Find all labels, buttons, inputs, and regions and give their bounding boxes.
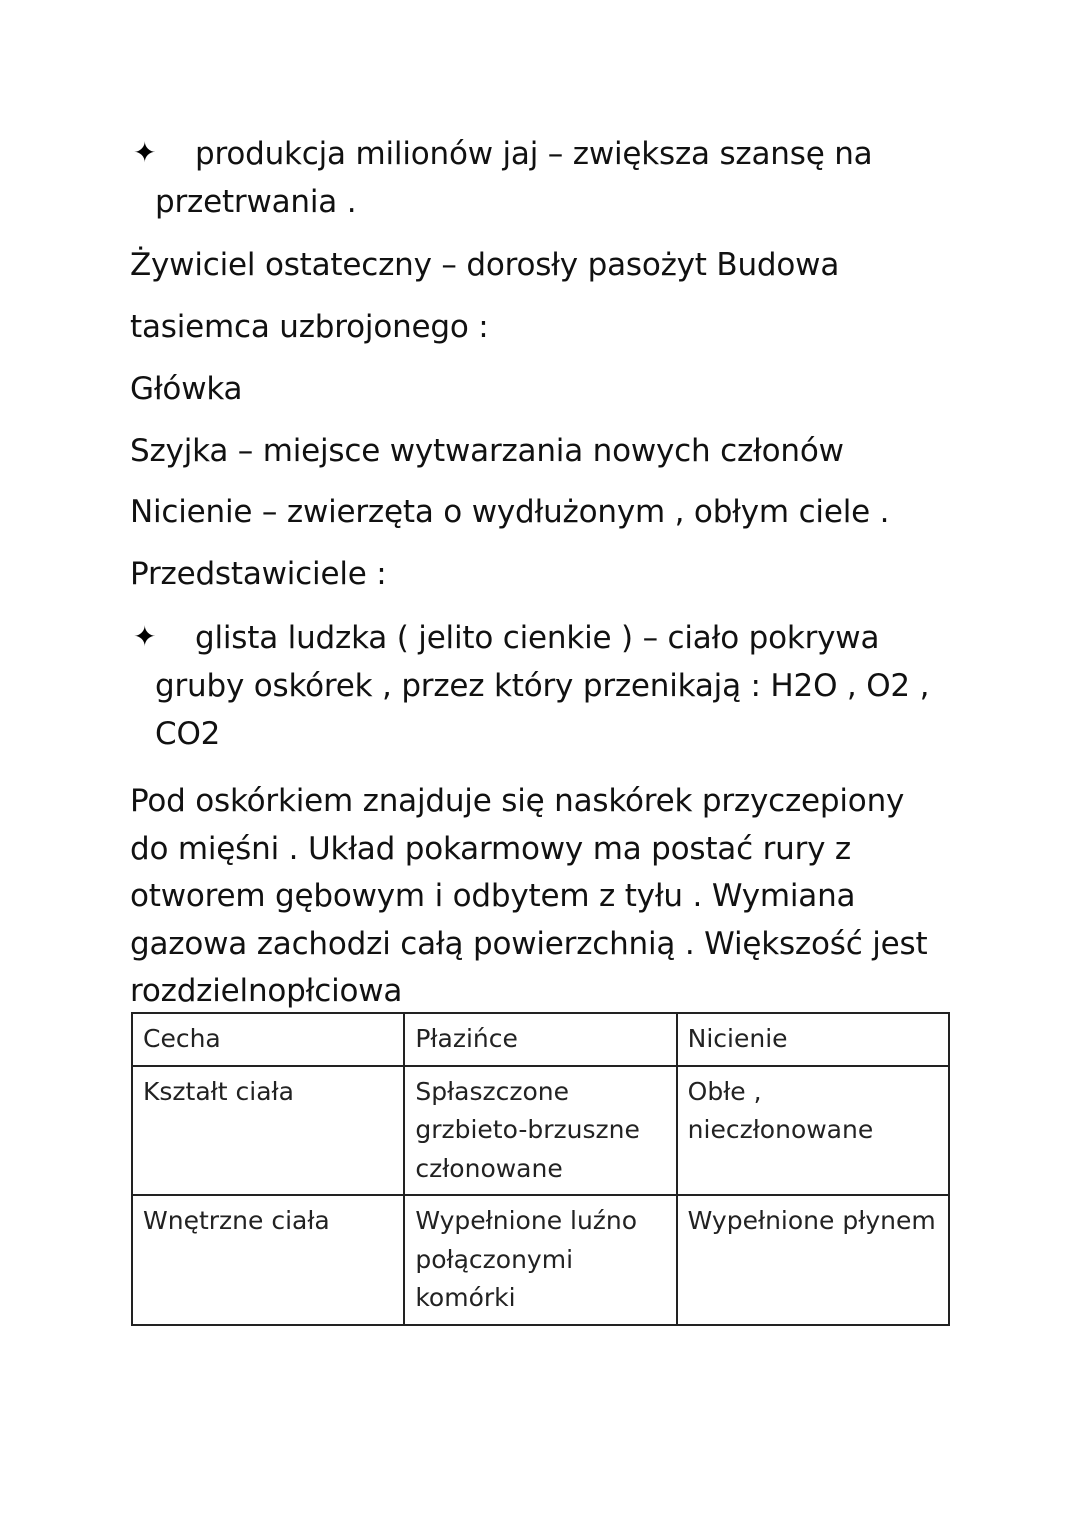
table-row [132, 1066, 949, 1196]
bullet-1-line-2: przetrwania . [155, 184, 357, 220]
table-header-row [132, 1013, 949, 1066]
paragraph [130, 778, 950, 1016]
table-cell [404, 1195, 676, 1325]
table-row [132, 1195, 949, 1325]
cell-line: Wypełnione płynem [687, 1206, 936, 1235]
table-cell: Wnętrzne ciała [132, 1195, 404, 1325]
text-line: tasiemca uzbrojonego : [130, 309, 489, 345]
cell-line: komórki [415, 1283, 516, 1312]
table-cell [677, 1195, 949, 1325]
table-header-cell: Nicienie [677, 1013, 949, 1066]
star-bullet-icon: ✦ [133, 620, 157, 653]
cell-line: Spłaszczone [415, 1076, 570, 1106]
paragraph-line: Pod oskórkiem znajduje się naskórek przyczepiony [130, 783, 905, 819]
cell-line: grzbieto-brzuszne [415, 1115, 640, 1144]
text-line: Główka [130, 371, 243, 407]
paragraph-line: otworem gębowym i odbytem z tyłu . Wymiana [130, 878, 856, 914]
bullet-2-line-3: CO2 [155, 716, 221, 752]
cell-line: członowane [415, 1153, 563, 1183]
comparison-table [131, 1012, 950, 1326]
table-header-cell: Płazińce [404, 1013, 676, 1066]
text-line: Nicienie – zwierzęta o wydłużonym , obłym ciele . [130, 494, 890, 530]
bullet-2-line-2: gruby oskórek , przez który przenikają : H2O , O2 , [155, 668, 930, 704]
text-line: Szyjka – miejsce wytwarzania nowych członów [130, 433, 844, 469]
bullet-1-line-1: produkcja milionów jaj – zwiększa szansę na [195, 136, 873, 172]
bullet-2-line-1: glista ludzka ( jelito cienkie ) – ciało pokrywa [195, 620, 880, 656]
star-bullet-icon: ✦ [133, 136, 157, 169]
text-line: Przedstawiciele : [130, 556, 387, 592]
cell-line: Wypełnione luźno [415, 1206, 638, 1235]
table-cell [677, 1066, 949, 1196]
paragraph-line: do mięśni . Układ pokarmowy ma postać rury z [130, 830, 852, 867]
cell-line: połączonymi [415, 1244, 574, 1274]
paragraph-line: rozdzielnopłciowa [130, 973, 403, 1009]
table-cell: Kształt ciała [132, 1066, 404, 1196]
cell-line: nieczłonowane [687, 1115, 874, 1144]
table-header-cell: Cecha [132, 1013, 404, 1066]
cell-line: Obłe , [687, 1076, 762, 1106]
text-line: Żywiciel ostateczny – dorosły pasożyt Budowa [130, 247, 840, 283]
table-cell [404, 1066, 676, 1196]
paragraph-line: gazowa zachodzi całą powierzchnią . Większość jest [130, 925, 928, 962]
